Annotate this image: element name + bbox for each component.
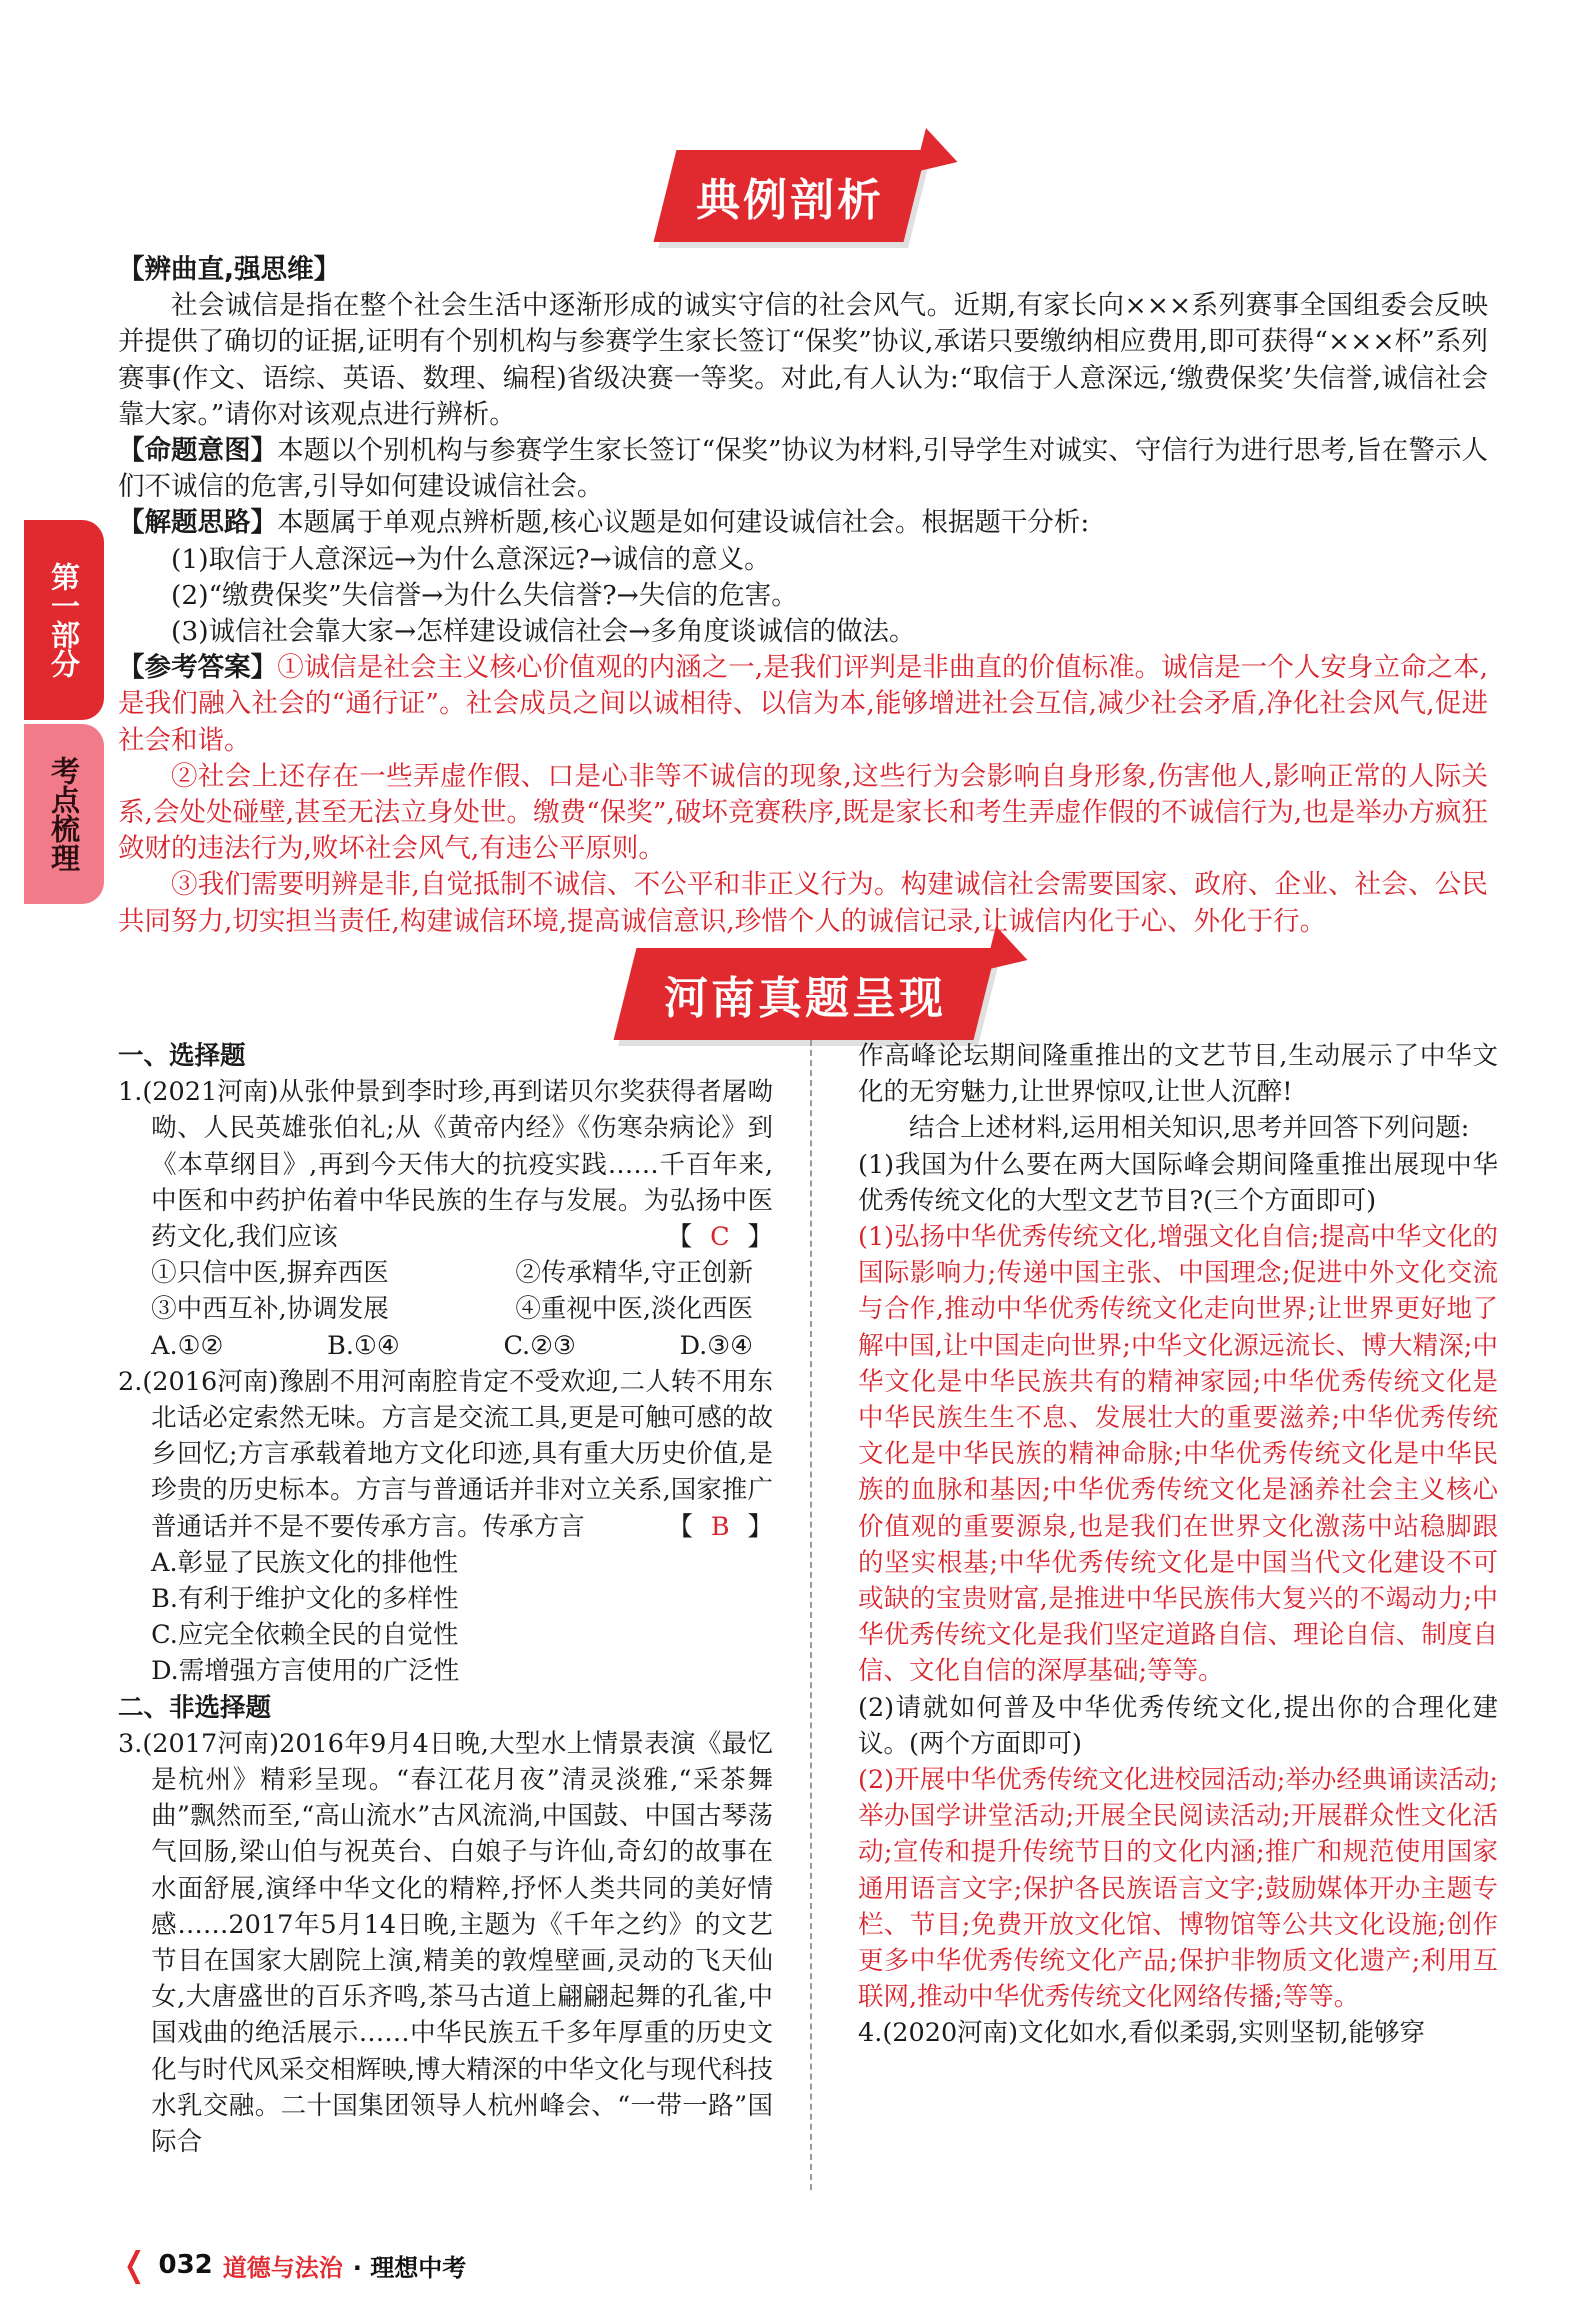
sub-question-2: (2)请就如何普及中华优秀传统文化,提出你的合理化建议。(两个方面即可)	[858, 1692, 1498, 1759]
banner-title: 河南真题呈现	[664, 973, 946, 1024]
column-divider	[810, 1040, 812, 2190]
page-footer	[120, 2245, 466, 2285]
option: A.彰显了民族文化的排他性	[151, 1547, 459, 1578]
sub-answer-1: (1)弘扬中华优秀传统文化,增强文化自信;提高中华文化的国际影响力;传递中国主张、中国理念;促进中外文化交流与合作,推动中华优秀传统文化走向世界;让世界更好地了解中国,让中国走向世界;中华文化源远流长、博大精深;中华文化是中华民族共有的精神家园;中华优秀传统文化是中华民族生生不息、发展壮大的重要滋养;中华优秀传统文化是中华民族的精神命脉;中华优秀传统文化是中华民族的血脉和基因;中华优秀传统文化是涵养社会主义核心价值观的重要源泉,也是我们在世界文化激荡中站稳脚跟的坚实根基;中华优秀传统文化是中国当代文化建设不可或缺的宝贵财富,是推进中华民族伟大复兴的不竭动力;中华优秀传统文化是我们坚定道路自信、理论自信、制度自信、文化自信的深厚基础;等等。	[858, 1222, 1498, 1687]
statement-item: ②传承精华,守正创新	[515, 1258, 753, 1289]
answer-bracket: 【 C 】	[666, 1222, 773, 1253]
side-tab-topic: 考点梳理	[24, 724, 104, 904]
option: C.②③	[503, 1330, 576, 1361]
book-title: · 理想中考	[352, 2253, 467, 2282]
statement-row	[118, 1291, 773, 1327]
sub-answer-2: (2)开展中华优秀传统文化进校园活动;举办经典诵读活动;举办国学讲堂活动;开展全民阅读活动;开展群众性文化活动;宣传和提升传统节日的文化内涵;推广和规范使用国家通用语言文字;保护各民族语言文字;鼓励媒体开办主题专栏、节目;免费开放文化馆、博物馆等公共文化设施;创作更多中华优秀传统文化产品;保护非物质文化遗产;利用互联网,推动中华优秀传统文化网络传播;等等。	[858, 1765, 1498, 2013]
question-4-stem: 4.(2020河南)文化如水,看似柔弱,实则坚韧,能够穿	[858, 2018, 1425, 2049]
statement-row	[118, 1255, 773, 1291]
answer-letter: B	[710, 1511, 730, 1542]
approach-text: 本题属于单观点辨析题,核心议题是如何建设诚信社会。根据题干分析:	[277, 507, 1090, 539]
question-2	[118, 1364, 773, 1545]
title-tag: 【辨曲直,强思维】	[118, 254, 341, 285]
banner-title: 典例剖析	[696, 175, 884, 226]
option: A.①②	[151, 1330, 224, 1361]
answer-point: ③我们需要明辨是非,自觉抵制不诚信、不公平和非正义行为。构建诚信社会需要国家、政府、企业、社会、公民共同努力,切实担当责任,构建诚信环境,提高诚信意识,珍惜个人的诚信记录,让诚信内化于心、外化于行。	[118, 869, 1488, 937]
option: D.需增强方言使用的广泛性	[151, 1656, 460, 1687]
question-stem: 1.(2021河南)从张仲景到李时珍,再到诺贝尔奖获得者屠呦呦、人民英雄张伯礼;从《黄帝内经》《伤寒杂病论》到《本草纲目》,再到今天伟大的抗疫实践……千百年来,中医和中药护佑着中华民族的生存与发展。为弘扬中医药文化,我们应该	[118, 1077, 773, 1253]
section-title-nonchoice: 二、非选择题	[118, 1692, 272, 1723]
option: B.有利于维护文化的多样性	[151, 1584, 459, 1615]
answer-point: ②社会上还存在一些弄虚作假、口是心非等不诚信的现象,这些行为会影响自身形象,伤害他人,影响正常的人际关系,会处处碰壁,甚至无法立身处世。缴费“保奖”,破坏竞赛秩序,既是家长和考生弄虚作假的不诚信行为,也是举办方疯狂敛财的违法行为,败坏社会风气,有违公平原则。	[118, 760, 1488, 865]
intent-text: 本题以个别机构与参赛学生家长签订“保奖”协议为材料,引导学生对诚实、守信行为进行思考,旨在警示人们不诚信的危害,引导如何建设诚信社会。	[118, 435, 1488, 503]
question-3-continued: 作高峰论坛期间隆重推出的文艺节目,生动展示了中华文化的无穷魅力,让世界惊叹,让世人沉醉!	[858, 1041, 1498, 1108]
section-banner-henan	[625, 948, 985, 1040]
approach-step: (2)“缴费保奖”失信誉→为什么失信誉?→失信的危害。	[171, 579, 798, 611]
option: D.③④	[679, 1330, 753, 1361]
question-stem: 2.(2016河南)豫剧不用河南腔肯定不受欢迎,二人转不用东北话必定索然无味。方言是交流工具,更是可触可感的故乡回忆;方言承载着地方文化印迹,具有重大历史价值,是珍贵的历史标本。方言与普通话并非对立关系,国家推广普通话并不是不要传承方言。传承方言	[118, 1366, 773, 1542]
question-1	[118, 1074, 773, 1255]
statement-item: ③中西互补,协调发展	[151, 1294, 389, 1325]
side-tab-part: 第一部分	[24, 520, 104, 720]
section-banner-example	[665, 150, 915, 242]
intent-tag: 【命题意图】	[118, 435, 278, 467]
subject-label: 道德与法治	[222, 2253, 343, 2282]
statement-item: ①只信中医,摒弃西医	[151, 1258, 389, 1289]
reference-answer	[118, 650, 1488, 940]
page-number: 032	[158, 2250, 213, 2280]
section-title-choice: 一、选择题	[118, 1041, 246, 1071]
option-row	[118, 1328, 773, 1364]
approach-step: (1)取信于人意深远→为什么意深远?→诚信的意义。	[171, 543, 771, 575]
material-text: 社会诚信是指在整个社会生活中逐渐形成的诚实守信的社会风气。近期,有家长向×××系列赛事全国组委会反映并提供了确切的证据,证明有个别机构与参赛学生家长签订“保奖”协议,承诺只要缴纳相应费用,即可获得“×××杯”系列赛事(作文、语综、英语、数理、编程)省级决赛一等奖。对此,有人认为:“取信于人意深远,‘缴费保奖’失信誉,诚信社会靠大家。”请你对该观点进行辨析。	[118, 290, 1488, 430]
question-3-prompt: 结合上述材料,运用相关知识,思考并回答下列问题:	[909, 1113, 1470, 1144]
option: C.应完全依赖全民的自觉性	[151, 1620, 459, 1651]
option: B.①④	[327, 1330, 400, 1361]
approach-step: (3)诚信社会靠大家→怎样建设诚信社会→多角度谈诚信的做法。	[171, 616, 916, 648]
right-column	[858, 1038, 1498, 2052]
approach-tag: 【解题思路】	[118, 507, 277, 539]
answer-bracket: 【 B 】	[667, 1511, 773, 1542]
answer-tag: 【参考答案】	[118, 652, 278, 684]
statement-item: ④重视中医,淡化西医	[515, 1294, 753, 1325]
answer-point: ①诚信是社会主义核心价值观的内涵之一,是我们评判是非曲直的价值标准。诚信是一个人安身立命之本,是我们融入社会的“通行证”。社会成员之间以诚相待、以信为本,能够增进社会互信,减少社会矛盾,净化社会风气,促进社会和谐。	[118, 652, 1489, 756]
answer-letter: C	[710, 1222, 730, 1253]
chevron-left-icon: ❬	[120, 2245, 149, 2285]
left-column	[118, 1038, 773, 2160]
sub-question-1: (1)我国为什么要在两大国际峰会期间隆重推出展现中华优秀传统文化的大型文艺节目?(三个方面即可)	[858, 1149, 1498, 1216]
question-3-stem: 3.(2017河南)2016年9月4日晚,大型水上情景表演《最忆是杭州》精彩呈现。“春江花月夜”清灵淡雅,“采茶舞曲”飘然而至,“高山流水”古风流淌,中国鼓、中国古琴荡气回肠,梁山伯与祝英台、白娘子与许仙,奇幻的故事在水面舒展,演绎中华文化的精粹,抒怀人类共同的美好情感……2017年5月14日晚,主题为《千年之约》的文艺节目在国家大剧院上演,精美的敦煌壁画,灵动的飞天仙女,大唐盛世的百乐齐鸣,茶马古道上翩翩起舞的孔雀,中国戏曲的绝活展示……中华民族五千多年厚重的历史文化与时代风采交相辉映,博大精深的中华文化与现代科技水乳交融。二十国集团领导人杭州峰会、“一带一路”国际合	[118, 1728, 773, 2158]
example-analysis	[118, 252, 1488, 940]
